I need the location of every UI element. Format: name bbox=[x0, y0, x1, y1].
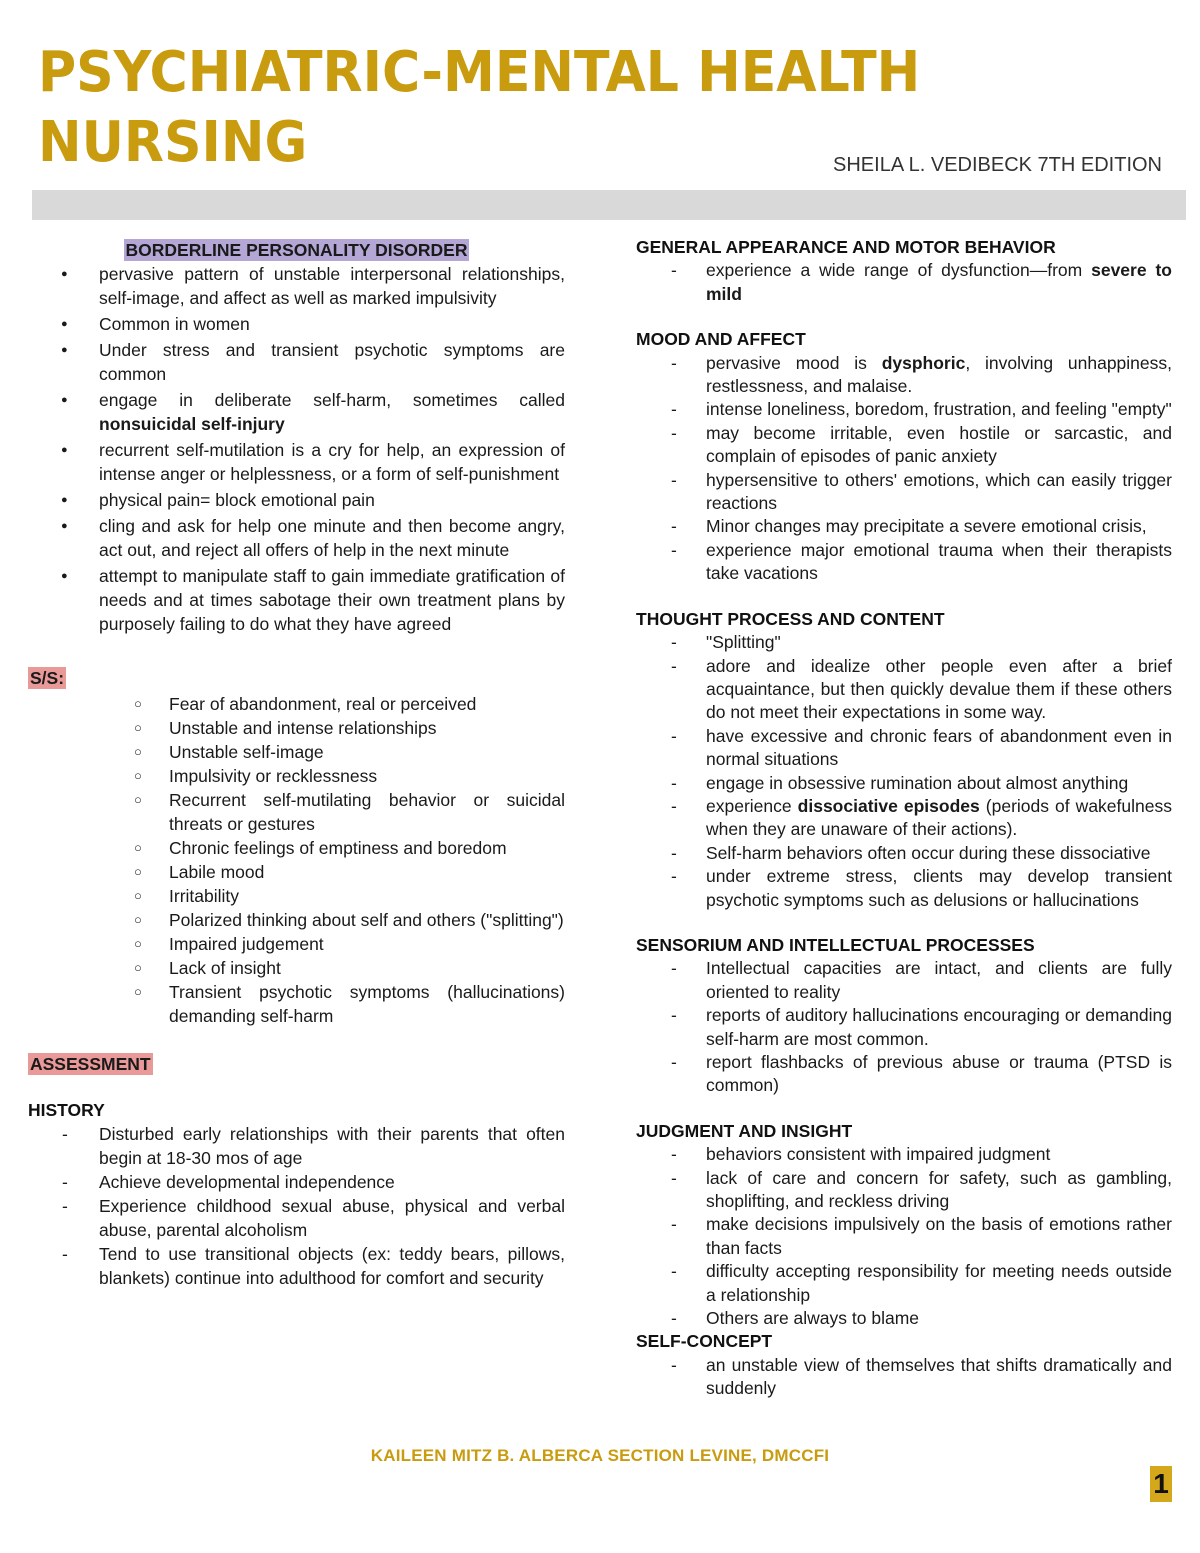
list-item-bold: dissociative episodes bbox=[797, 795, 980, 816]
list-item: - make decisions impulsively on the basis of emotions rather than facts bbox=[636, 1213, 1172, 1260]
section-title-judgment: JUDGMENT AND INSIGHT bbox=[636, 1120, 853, 1141]
list-item: - Self-harm behaviors often occur during these dissociative bbox=[636, 842, 1172, 865]
mood-list bbox=[636, 352, 1172, 586]
list-item: - reports of auditory hallucinations encouraging or demanding self-harm are most common. bbox=[636, 1004, 1172, 1051]
list-item: - have excessive and chronic fears of abandonment even in normal situations bbox=[636, 725, 1172, 772]
right-column bbox=[636, 236, 1172, 1401]
list-item: - behaviors consistent with impaired judgment bbox=[636, 1143, 1172, 1166]
list-item: ● Common in women bbox=[28, 312, 565, 336]
document-title bbox=[38, 38, 920, 178]
list-item: - an unstable view of themselves that shifts dramatically and suddenly bbox=[636, 1354, 1172, 1401]
judgment-list bbox=[636, 1143, 1172, 1330]
list-item: - difficulty accepting responsibility for meeting needs outside a relationship bbox=[636, 1260, 1172, 1307]
list-item: - report flashbacks of previous abuse or trauma (PTSD is common) bbox=[636, 1051, 1172, 1098]
title-line-2: NURSING bbox=[38, 110, 308, 175]
list-item: - "Splitting" bbox=[636, 631, 1172, 654]
bpd-heading-wrap bbox=[28, 238, 565, 262]
list-item: ● physical pain= block emotional pain bbox=[28, 488, 565, 512]
list-item: - engage in obsessive rumination about almost anything bbox=[636, 772, 1172, 795]
section-title-self-concept: SELF-CONCEPT bbox=[636, 1331, 773, 1352]
list-item: ● pervasive pattern of unstable interpersonal relationships, self-image, and affect as well as marked impulsivity bbox=[28, 262, 565, 310]
bpd-bullet-list bbox=[28, 262, 565, 636]
list-item: - hypersensitive to others' emotions, which can easily trigger reactions bbox=[636, 469, 1172, 516]
list-item bbox=[636, 352, 1172, 399]
list-item-text: experience a wide range of dysfunction—from bbox=[706, 260, 1092, 281]
list-item-bold: dysphoric bbox=[881, 352, 966, 373]
list-item: ○ Irritability bbox=[28, 884, 565, 908]
list-item: - lack of care and concern for safety, such as gambling, shoplifting, and reckless driving bbox=[636, 1167, 1172, 1214]
list-item: ○ Polarized thinking about self and others ("splitting") bbox=[28, 908, 565, 932]
list-item: - Intellectual capacities are intact, and clients are fully oriented to reality bbox=[636, 957, 1172, 1004]
ss-label-wrap bbox=[28, 666, 565, 690]
left-column bbox=[28, 238, 565, 1290]
list-item-text: , involving unhappiness, restlessness, and malaise. bbox=[706, 352, 1172, 397]
self-concept-list bbox=[636, 1354, 1172, 1401]
list-item: - adore and idealize other people even after a brief acquaintance, but then quickly devalue them if these others do not meet their expectations in some way. bbox=[636, 655, 1172, 725]
list-item: ○ Unstable and intense relationships bbox=[28, 716, 565, 740]
list-item: ● Under stress and transient psychotic symptoms are common bbox=[28, 338, 565, 386]
section-title-sensorium: SENSORIUM AND INTELLECTUAL PROCESSES bbox=[636, 934, 1035, 955]
list-item: - Minor changes may precipitate a severe emotional crisis, bbox=[636, 515, 1172, 538]
thought-list bbox=[636, 631, 1172, 912]
list-item-text: (periods of wakefulness when they are unaware of their actions). bbox=[706, 795, 1172, 840]
list-item: ○ Labile mood bbox=[28, 860, 565, 884]
list-item-bold: severe to mild bbox=[706, 260, 1172, 304]
list-item: - intense loneliness, boredom, frustration, and feeling "empty" bbox=[636, 398, 1172, 421]
footer-author: KAILEEN MITZ B. ALBERCA SECTION LEVINE, DMCCFI bbox=[370, 1446, 830, 1465]
page-number: 1 bbox=[1150, 1466, 1172, 1502]
list-item: ○ Impulsivity or recklessness bbox=[28, 764, 565, 788]
list-item: - Others are always to blame bbox=[636, 1307, 1172, 1330]
history-list bbox=[28, 1122, 565, 1290]
list-item: ○ Impaired judgement bbox=[28, 932, 565, 956]
list-item: ● attempt to manipulate staff to gain immediate gratification of needs and at times sabotage their own treatment plans by purposely failing to do what they have agreed bbox=[28, 564, 565, 636]
list-item: ○ Recurrent self-mutilating behavior or suicidal threats or gestures bbox=[28, 788, 565, 836]
appearance-list bbox=[636, 259, 1172, 306]
section-title-appearance: GENERAL APPEARANCE AND MOTOR BEHAVIOR bbox=[636, 237, 1056, 257]
list-item: - Achieve developmental independence bbox=[28, 1170, 565, 1194]
list-item-text: engage in deliberate self-harm, sometimes called bbox=[99, 390, 565, 410]
list-item: - under extreme stress, clients may develop transient psychotic symptoms such as delusions or hallucinations bbox=[636, 865, 1172, 912]
assessment-label: ASSESSMENT bbox=[30, 1054, 151, 1074]
bpd-heading: BORDERLINE PERSONALITY DISORDER bbox=[125, 240, 468, 260]
assessment-label-wrap bbox=[28, 1052, 565, 1076]
list-item: ○ Fear of abandonment, real or perceived bbox=[28, 692, 565, 716]
list-item: ● recurrent self-mutilation is a cry for help, an expression of intense anger or helplessness, or a form of self-punishment bbox=[28, 438, 565, 486]
title-line-1: PSYCHIATRIC-MENTAL HEALTH bbox=[38, 40, 921, 105]
list-item bbox=[636, 795, 1172, 842]
list-item: ○ Chronic feelings of emptiness and boredom bbox=[28, 836, 565, 860]
list-item-text: pervasive mood is bbox=[706, 352, 882, 373]
list-item: - may become irritable, even hostile or sarcastic, and complain of episodes of panic anxiety bbox=[636, 422, 1172, 469]
header-divider-bar bbox=[32, 190, 1186, 220]
ss-label: S/S: bbox=[30, 668, 65, 688]
list-item: ○ Unstable self-image bbox=[28, 740, 565, 764]
list-item: - Tend to use transitional objects (ex: teddy bears, pillows, blankets) continue into adulthood for comfort and security bbox=[28, 1242, 565, 1290]
list-item-bold: nonsuicidal self-injury bbox=[99, 414, 285, 434]
section-title-mood: MOOD AND AFFECT bbox=[636, 329, 806, 350]
list-item: - Disturbed early relationships with their parents that often begin at 18-30 mos of age bbox=[28, 1122, 565, 1170]
list-item: ○ Transient psychotic symptoms (hallucinations) demanding self-harm bbox=[28, 980, 565, 1028]
sensorium-list bbox=[636, 957, 1172, 1097]
list-item: ○ Lack of insight bbox=[28, 956, 565, 980]
ss-list bbox=[28, 692, 565, 1028]
list-item: - experience major emotional trauma when their therapists take vacations bbox=[636, 539, 1172, 586]
section-title-thought: THOUGHT PROCESS AND CONTENT bbox=[636, 608, 945, 629]
list-item bbox=[636, 259, 1172, 306]
list-item-text: experience bbox=[706, 795, 798, 816]
list-item: ● cling and ask for help one minute and then become angry, act out, and reject all offers of help in the next minute bbox=[28, 514, 565, 562]
history-label: HISTORY bbox=[28, 1100, 105, 1120]
list-item bbox=[28, 388, 565, 436]
list-item: - Experience childhood sexual abuse, physical and verbal abuse, parental alcoholism bbox=[28, 1194, 565, 1242]
edition-label: SHEILA L. VEDIBECK 7TH EDITION bbox=[833, 154, 1162, 176]
